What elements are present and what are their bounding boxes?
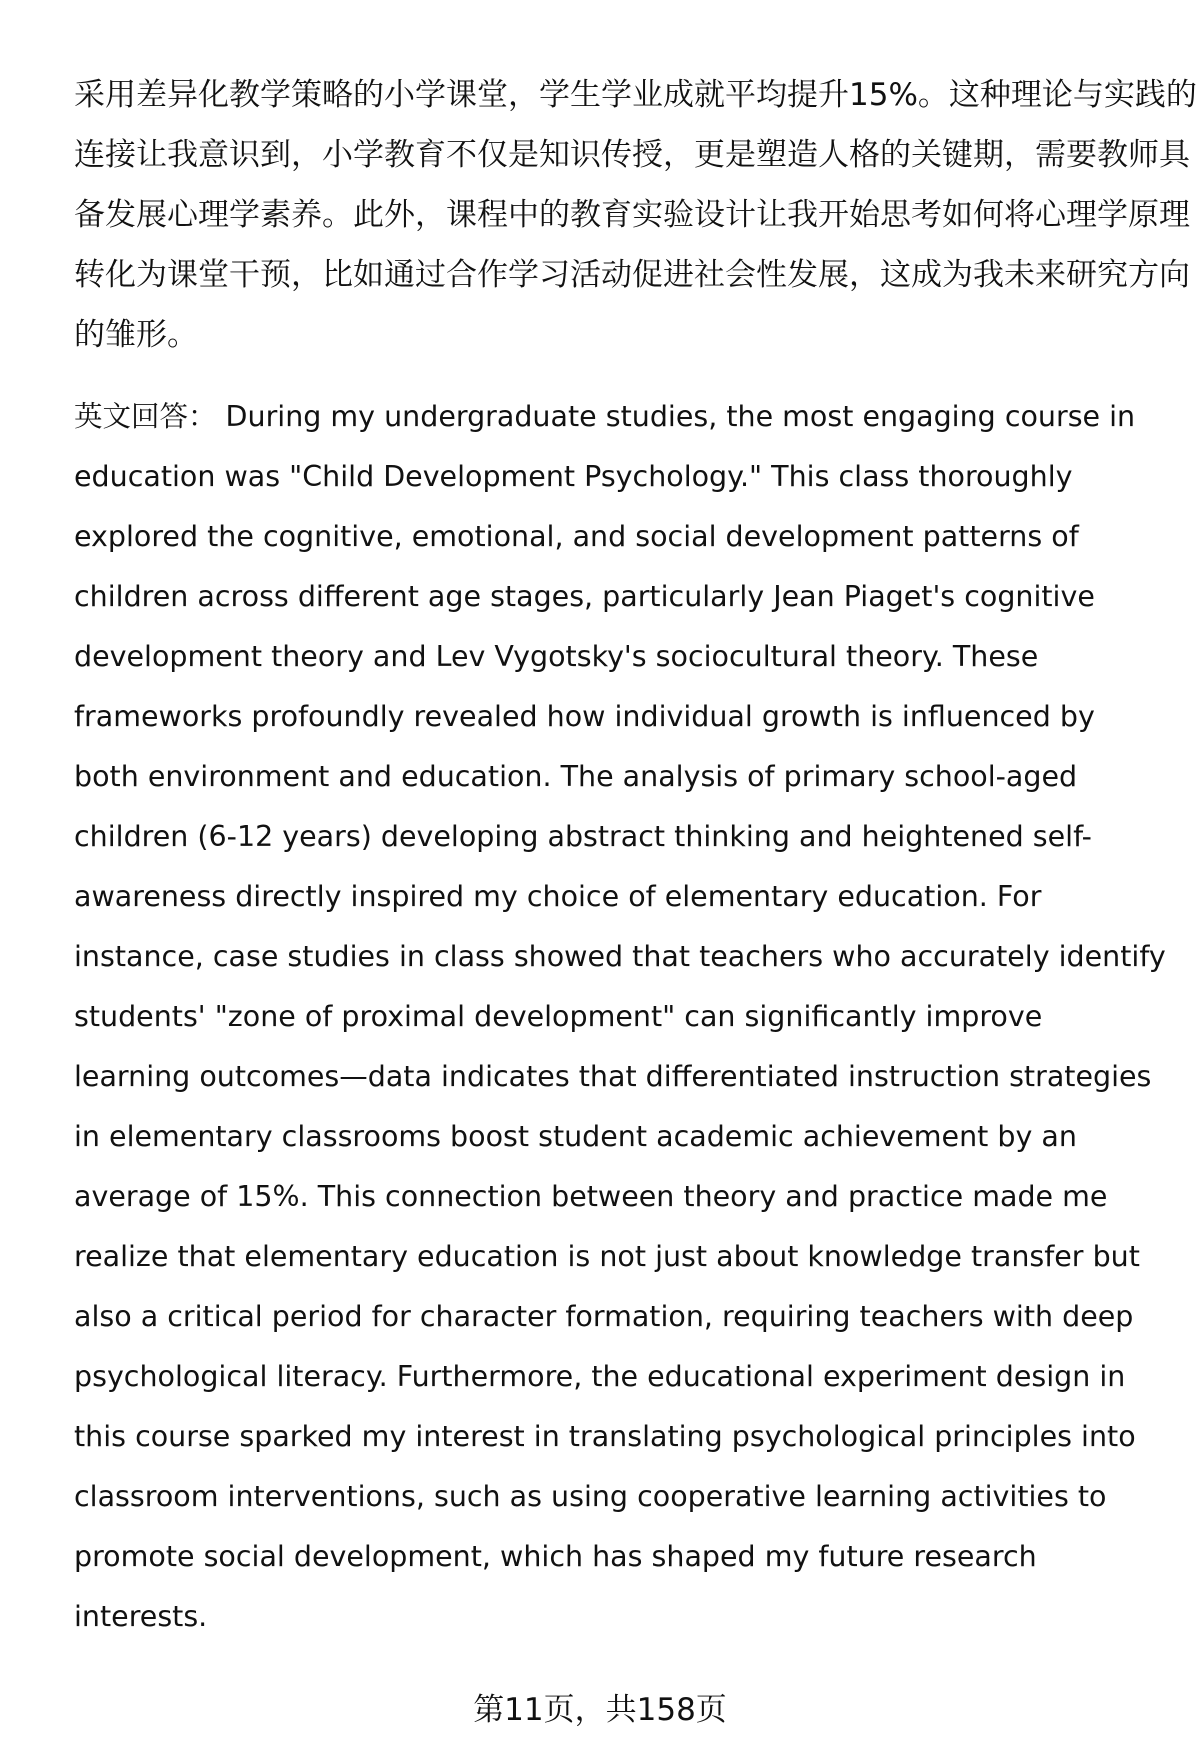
- text-line: 转化为课堂干预，比如通过合作学习活动促进社会性发展，这成为我未来研究方向: [74, 257, 1190, 293]
- text-line: children (6-12 years) developing abstract thinking and heightened self-: [74, 820, 1092, 853]
- text-line: development theory and Lev Vygotsky's sociocultural theory. These: [74, 640, 1039, 673]
- text-line: 采用差异化教学策略的小学课堂，学生学业成就平均提升15%。这种理论与实践的: [74, 77, 1197, 113]
- text-line: realize that elementary education is not just about knowledge transfer but: [74, 1240, 1140, 1273]
- text-line: children across different age stages, particularly Jean Piaget's cognitive: [74, 580, 1095, 613]
- text-line: psychological literacy. Furthermore, the educational experiment design in: [74, 1360, 1126, 1393]
- text-line: education was "Child Development Psychology." This class thoroughly: [74, 460, 1073, 493]
- text-line: awareness directly inspired my choice of elementary education. For: [74, 880, 1042, 913]
- text-line: 英文回答： During my undergraduate studies, the most engaging course in: [74, 400, 1136, 433]
- text-line: explored the cognitive, emotional, and social development patterns of: [74, 520, 1079, 553]
- text-line: 备发展心理学素养。此外，课程中的教育实验设计让我开始思考如何将心理学原理: [74, 197, 1190, 233]
- page-number-footer: 第11页，共158页: [473, 1692, 727, 1728]
- text-line: promote social development, which has shaped my future research: [74, 1540, 1037, 1573]
- text-line: this course sparked my interest in translating psychological principles into: [74, 1420, 1136, 1453]
- text-line: also a critical period for character formation, requiring teachers with deep: [74, 1300, 1134, 1333]
- text-line: 连接让我意识到，小学教育不仅是知识传授，更是塑造人格的关键期，需要教师具: [74, 137, 1190, 173]
- text-line: learning outcomes—data indicates that differentiated instruction strategies: [74, 1060, 1152, 1093]
- text-line: in elementary classrooms boost student academic achievement by an: [74, 1120, 1077, 1153]
- text-line: students' "zone of proximal development" can significantly improve: [74, 1000, 1043, 1033]
- english-answer-paragraph: [74, 387, 1164, 1647]
- text-line: instance, case studies in class showed that teachers who accurately identify: [74, 940, 1166, 973]
- text-line: frameworks profoundly revealed how individual growth is influenced by: [74, 700, 1095, 733]
- text-line: interests.: [74, 1600, 208, 1633]
- text-line: 的雏形。: [74, 317, 198, 353]
- text-line: classroom interventions, such as using cooperative learning activities to: [74, 1480, 1107, 1513]
- text-line: average of 15%. This connection between theory and practice made me: [74, 1180, 1108, 1213]
- text-line: both environment and education. The analysis of primary school-aged: [74, 760, 1078, 793]
- chinese-answer-paragraph: [74, 65, 1197, 365]
